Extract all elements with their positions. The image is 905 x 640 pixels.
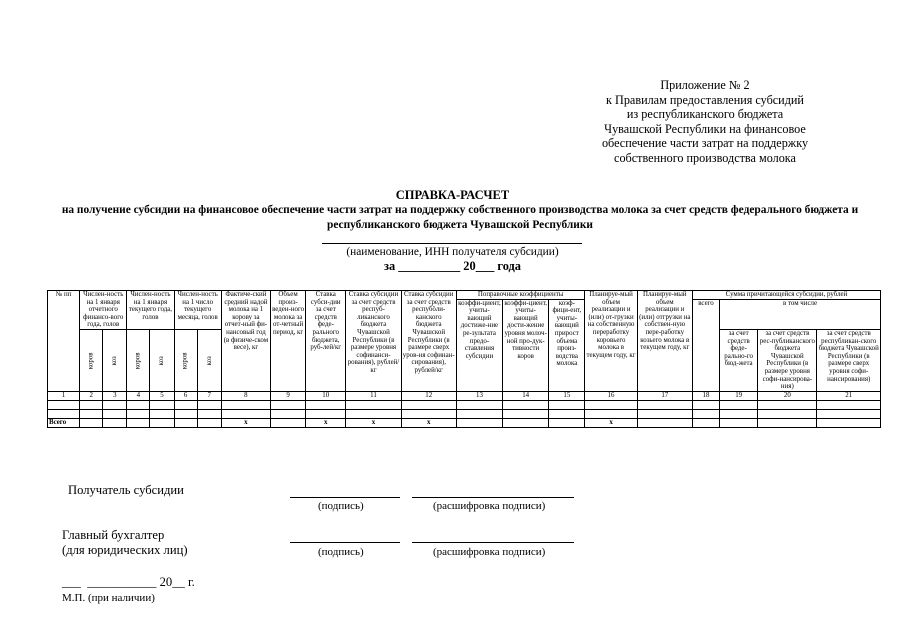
document-title: СПРАВКА-РАСЧЕТ	[395, 188, 510, 202]
column-number: 12	[401, 391, 456, 400]
total-cell[interactable]: x	[401, 418, 456, 427]
header-coef-growth: коэф-фици-ент, учиты-вающий прирост объема произ-водства молока	[549, 299, 585, 391]
header-federal-rate: Ставка субси-дии за счет средств феде-рального бюджета, руб-лей/кг	[306, 291, 346, 392]
column-number-row	[48, 391, 881, 400]
column-number: 13	[456, 391, 502, 400]
column-number: 21	[817, 391, 881, 400]
header-goats: коз	[150, 329, 174, 391]
decode-caption: (расшифровка подписи)	[433, 546, 546, 558]
appendix-block	[560, 78, 850, 166]
total-cell[interactable]	[103, 418, 127, 427]
total-row	[48, 418, 881, 427]
column-number: 9	[271, 391, 306, 400]
column-number: 14	[503, 391, 549, 400]
header-republic-rate-extra: Ставка субсидии за счет средств респубöли-канского бюджета Чувашской Республики (в размере сверх уров-ня софинан-сирования), рублей/кг	[401, 291, 456, 392]
appendix-line: собственного производства молока	[614, 150, 796, 165]
header-subsidy-sum: Сумма причитающейся субсидии, рублей	[692, 291, 880, 300]
total-cell[interactable]	[174, 418, 197, 427]
data-row[interactable]	[48, 409, 881, 418]
column-number: 11	[346, 391, 401, 400]
total-cell[interactable]: x	[585, 418, 637, 427]
accountant-sublabel: (для юридических лиц)	[62, 543, 188, 557]
total-cell[interactable]	[150, 418, 174, 427]
header-republic-rate: Ставка субсидии за счет средств респуб-ликанского бюджета Чувашской Республики (в размере уровня софинанси-рования), рублей/кг	[346, 291, 401, 392]
stamp-note: М.П. (при наличии)	[62, 592, 155, 604]
header-planned-goat-milk: Планируе-мый объем реализации и (или) отгрузки на собствен-ную пере-работку козьего молока в текущем году, кг	[637, 291, 692, 392]
appendix-line: обеспечение части затрат на поддержку	[601, 136, 809, 151]
signature-caption: (подпись)	[318, 546, 364, 558]
total-label: Всего	[48, 418, 80, 427]
total-cell[interactable]	[549, 418, 585, 427]
header-sum-including: в том числе	[720, 299, 881, 329]
header-headcount-month: Числен-ность на 1 число текущего месяца, голов	[174, 291, 221, 330]
data-row[interactable]	[48, 400, 881, 409]
header-cows: коров	[127, 329, 150, 391]
column-number: 19	[720, 391, 758, 400]
date-line[interactable]: ___ ___________ 20__ г.	[62, 575, 195, 589]
total-cell[interactable]	[637, 418, 692, 427]
total-cell[interactable]	[692, 418, 719, 427]
header-sum-federal: за счет средств феде-рально-го бюд-жета	[720, 329, 758, 391]
header-milk-yield: Фактиче-ский средний надой молока на 1 корову за отчет-ный фи-нансовый год (в физиче-ском весе), кг	[221, 291, 270, 392]
total-cell[interactable]	[758, 418, 817, 427]
header-coef-productivity: коэффи-циент, учиты-вающий дости-жение уровня молоч-ной про-дук-тивности коров	[503, 299, 549, 391]
column-number: 2	[80, 391, 103, 400]
appendix-line: Приложение № 2	[660, 78, 750, 92]
header-milk-volume: Объем произ-веден-ного молока за от-четный период, кг	[271, 291, 306, 392]
header-sum-republic-extra: за счет средств республикан-ского бюджета Чувашской Республики (в размере сверх уровня софи-нансирования)	[817, 329, 881, 391]
header-goats: коз	[103, 329, 127, 391]
column-number: 15	[549, 391, 585, 400]
header-sum-republic: за счет средств рес-публиканского бюджета Чувашской Республики (в размере уровня софи-нансирова-ния)	[758, 329, 817, 391]
column-number: 16	[585, 391, 637, 400]
header-cows: коров	[174, 329, 197, 391]
header-coefficients: Поправочные коэффициенты	[456, 291, 585, 300]
total-cell[interactable]: x	[221, 418, 270, 427]
column-number: 10	[306, 391, 346, 400]
header-coef-result: коэффи-циент, учиты-вающий достиже-ние ре-зультата предо-ставления субсидии	[456, 299, 502, 391]
calculation-table	[47, 290, 881, 428]
total-cell[interactable]	[197, 418, 221, 427]
document-subtitle: на получение субсидии на финансовое обеспечение части затрат на поддержку собственного производства молока за счет средств федерального бюджета и республиканского бюджета Чувашской Республики	[61, 204, 859, 231]
header-sum-total: всего	[692, 299, 719, 391]
column-number: 17	[637, 391, 692, 400]
period-line: за __________ 20___ года	[383, 259, 522, 273]
accountant-decode-line[interactable]	[412, 542, 574, 543]
recipient-name-line[interactable]	[322, 243, 582, 244]
header-number: № пп	[48, 291, 80, 392]
header-cows: коров	[80, 329, 103, 391]
column-number: 1	[48, 391, 80, 400]
total-cell[interactable]	[720, 418, 758, 427]
appendix-line: из республиканского бюджета	[626, 107, 784, 122]
column-number: 7	[197, 391, 221, 400]
column-number: 8	[221, 391, 270, 400]
column-number: 18	[692, 391, 719, 400]
total-cell[interactable]: x	[306, 418, 346, 427]
recipient-name-caption: (наименование, ИНН получателя субсидии)	[346, 246, 559, 258]
total-cell[interactable]	[127, 418, 150, 427]
recipient-label: Получатель субсидии	[68, 483, 184, 497]
total-cell[interactable]: x	[346, 418, 401, 427]
decode-caption: (расшифровка подписи)	[433, 500, 546, 512]
accountant-label: Главный бухгалтер	[62, 528, 165, 542]
total-cell[interactable]	[817, 418, 881, 427]
column-number: 20	[758, 391, 817, 400]
total-cell[interactable]	[503, 418, 549, 427]
total-cell[interactable]	[456, 418, 502, 427]
header-headcount-jan-curr: Числен-ность на 1 января текущего года, голов	[127, 291, 174, 330]
header-goats: коз	[197, 329, 221, 391]
column-number: 5	[150, 391, 174, 400]
total-cell[interactable]	[271, 418, 306, 427]
column-number: 4	[127, 391, 150, 400]
appendix-line: к Правилам предоставления субсидий	[606, 92, 804, 107]
recipient-decode-line[interactable]	[412, 497, 574, 498]
appendix-line: Чувашской Республики на финансовое	[604, 121, 806, 136]
recipient-signature-line[interactable]	[290, 497, 400, 498]
column-number: 6	[174, 391, 197, 400]
column-number: 3	[103, 391, 127, 400]
accountant-signature-line[interactable]	[290, 542, 400, 543]
header-headcount-jan-prev: Числен-ность на 1 января отчетного финансо-вого года, голов	[80, 291, 127, 330]
signature-caption: (подпись)	[318, 500, 364, 512]
total-cell[interactable]	[80, 418, 103, 427]
header-planned-cow-milk: Планируе-мый объем реализации и (или) от-грузки на собственную переработку коровьего молока в текущем году, кг	[585, 291, 637, 392]
